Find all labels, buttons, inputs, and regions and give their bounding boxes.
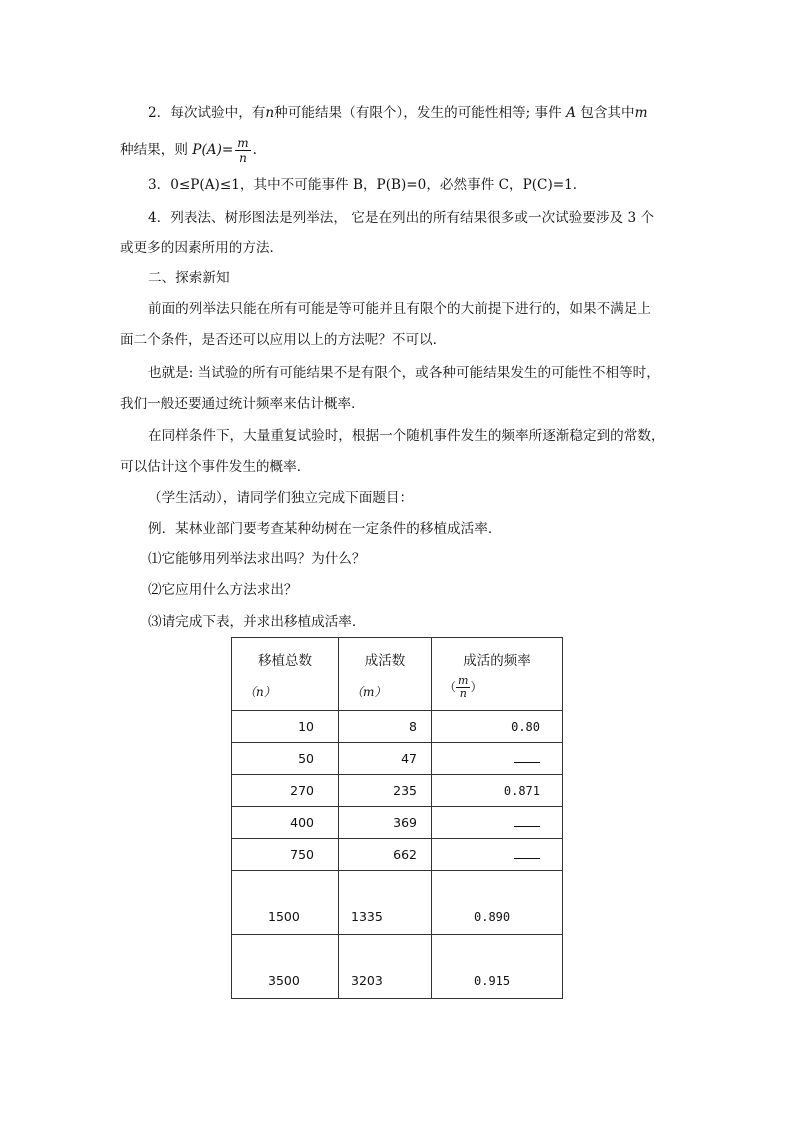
table-row	[232, 711, 563, 743]
var-n: n	[265, 105, 275, 121]
var-A: A	[566, 105, 576, 121]
paragraph-intro: 前面的列举法只能在所有可能是等可能并且有限个的大前提下进行的，如果不满足上	[148, 301, 651, 317]
cell-frequency-blank[interactable]	[432, 839, 563, 871]
paragraph-conclusion: 在同样条件下，大量重复试验时，根据一个随机事件发生的频率所逐渐稳定到的常数，	[148, 428, 665, 444]
cell-total: 3500	[232, 935, 339, 999]
paragraph-listing-method-line2: 或更多的因素所用的方法．	[120, 240, 284, 256]
text: 2．每次试验中，有	[148, 105, 266, 121]
section-heading: 二、探索新知	[148, 270, 230, 286]
cell-total: 1500	[232, 871, 339, 935]
table-row	[232, 935, 563, 999]
cell-frequency: 0.915	[432, 935, 563, 999]
cell-frequency-blank[interactable]	[432, 807, 563, 839]
paragraph-example: 例．某林业部门要考查某种幼树在一定条件的移植成活率．	[148, 521, 502, 537]
cell-survived: 662	[339, 839, 432, 871]
fraction	[456, 675, 470, 700]
header-sub	[432, 675, 562, 700]
cell-frequency: 0.871	[432, 775, 563, 807]
text: .	[252, 142, 257, 158]
cell-total: 10	[232, 711, 339, 743]
cell-total: 50	[232, 743, 339, 775]
answer-blank[interactable]	[514, 818, 540, 827]
header-cell-survived	[339, 638, 432, 711]
text: 种可能结果（有限个），发生的可能性相等; 事件	[274, 105, 562, 121]
paragraph-listing-method: 4．列表法、树形图法是列举法， 它是在列出的所有结果很多或一次试验要涉及 3 个	[148, 210, 655, 226]
cell-survived: 1335	[339, 871, 432, 935]
paragraph-explanation: 也就是: 当试验的所有可能结果不是有限个，或各种可能结果发生的可能性不相等时，	[148, 365, 660, 381]
cell-frequency: 0.80	[432, 711, 563, 743]
table-row	[232, 871, 563, 935]
table-row	[232, 743, 563, 775]
header-sub: （m）	[351, 684, 387, 699]
cell-survived: 3203	[339, 935, 432, 999]
table-row	[232, 775, 563, 807]
cell-total: 270	[232, 775, 339, 807]
fraction-denominator: n	[459, 686, 467, 700]
var-m: m	[634, 105, 648, 121]
header-cell-frequency	[432, 638, 563, 711]
cell-frequency-blank[interactable]	[432, 743, 563, 775]
cell-total: 400	[232, 807, 339, 839]
header-label: 成活数	[364, 652, 406, 669]
cell-survived: 235	[339, 775, 432, 807]
text: 种结果，则	[120, 142, 188, 158]
paragraph-explanation-line2: 我们一般还要通过统计频率来估计概率．	[120, 396, 365, 412]
answer-blank[interactable]	[514, 850, 540, 859]
cell-frequency: 0.890	[432, 871, 563, 935]
table-header-row	[232, 638, 563, 711]
fraction-denominator: n	[239, 151, 247, 165]
transplant-table	[231, 637, 563, 999]
cell-survived: 369	[339, 807, 432, 839]
paragraph-probability-range: 3．0≤P(A)≤1，其中不可能事件 B，P(B)=0，必然事件 C，P(C)=1．	[148, 177, 587, 193]
header-label: 移植总数	[258, 652, 312, 669]
paren-close: ）	[470, 679, 483, 694]
fraction-numerator: m	[237, 136, 249, 150]
paragraph-student-activity: （学生活动），请同学们独立完成下面题目：	[148, 490, 414, 506]
header-sub: （n）	[244, 684, 276, 699]
paragraph-intro-line2: 面二个条件，是否还可以应用以上的方法呢？不可以．	[120, 332, 447, 348]
question-2: ⑵它应用什么方法求出？	[148, 582, 298, 598]
cell-survived: 8	[339, 711, 432, 743]
formula: P(A)=	[192, 142, 234, 158]
paragraph-definition	[148, 103, 648, 123]
fraction	[235, 136, 250, 165]
question-3: ⑶请完成下表，并求出移植成活率．	[148, 614, 366, 630]
header-label: 成活的频率	[463, 652, 531, 669]
table-row	[232, 807, 563, 839]
text: 包含其中	[580, 105, 635, 121]
paragraph-conclusion-line2: 可以估计这个事件发生的概率．	[120, 459, 311, 475]
paren-open: （	[444, 679, 457, 694]
paragraph-definition-line2	[120, 136, 257, 165]
table-row	[232, 839, 563, 871]
answer-blank[interactable]	[514, 754, 540, 763]
cell-survived: 47	[339, 743, 432, 775]
question-1: ⑴它能够用列举法求出吗？为什么？	[148, 551, 366, 567]
header-cell-total	[232, 638, 339, 711]
cell-total: 750	[232, 839, 339, 871]
fraction-numerator: m	[458, 673, 469, 687]
